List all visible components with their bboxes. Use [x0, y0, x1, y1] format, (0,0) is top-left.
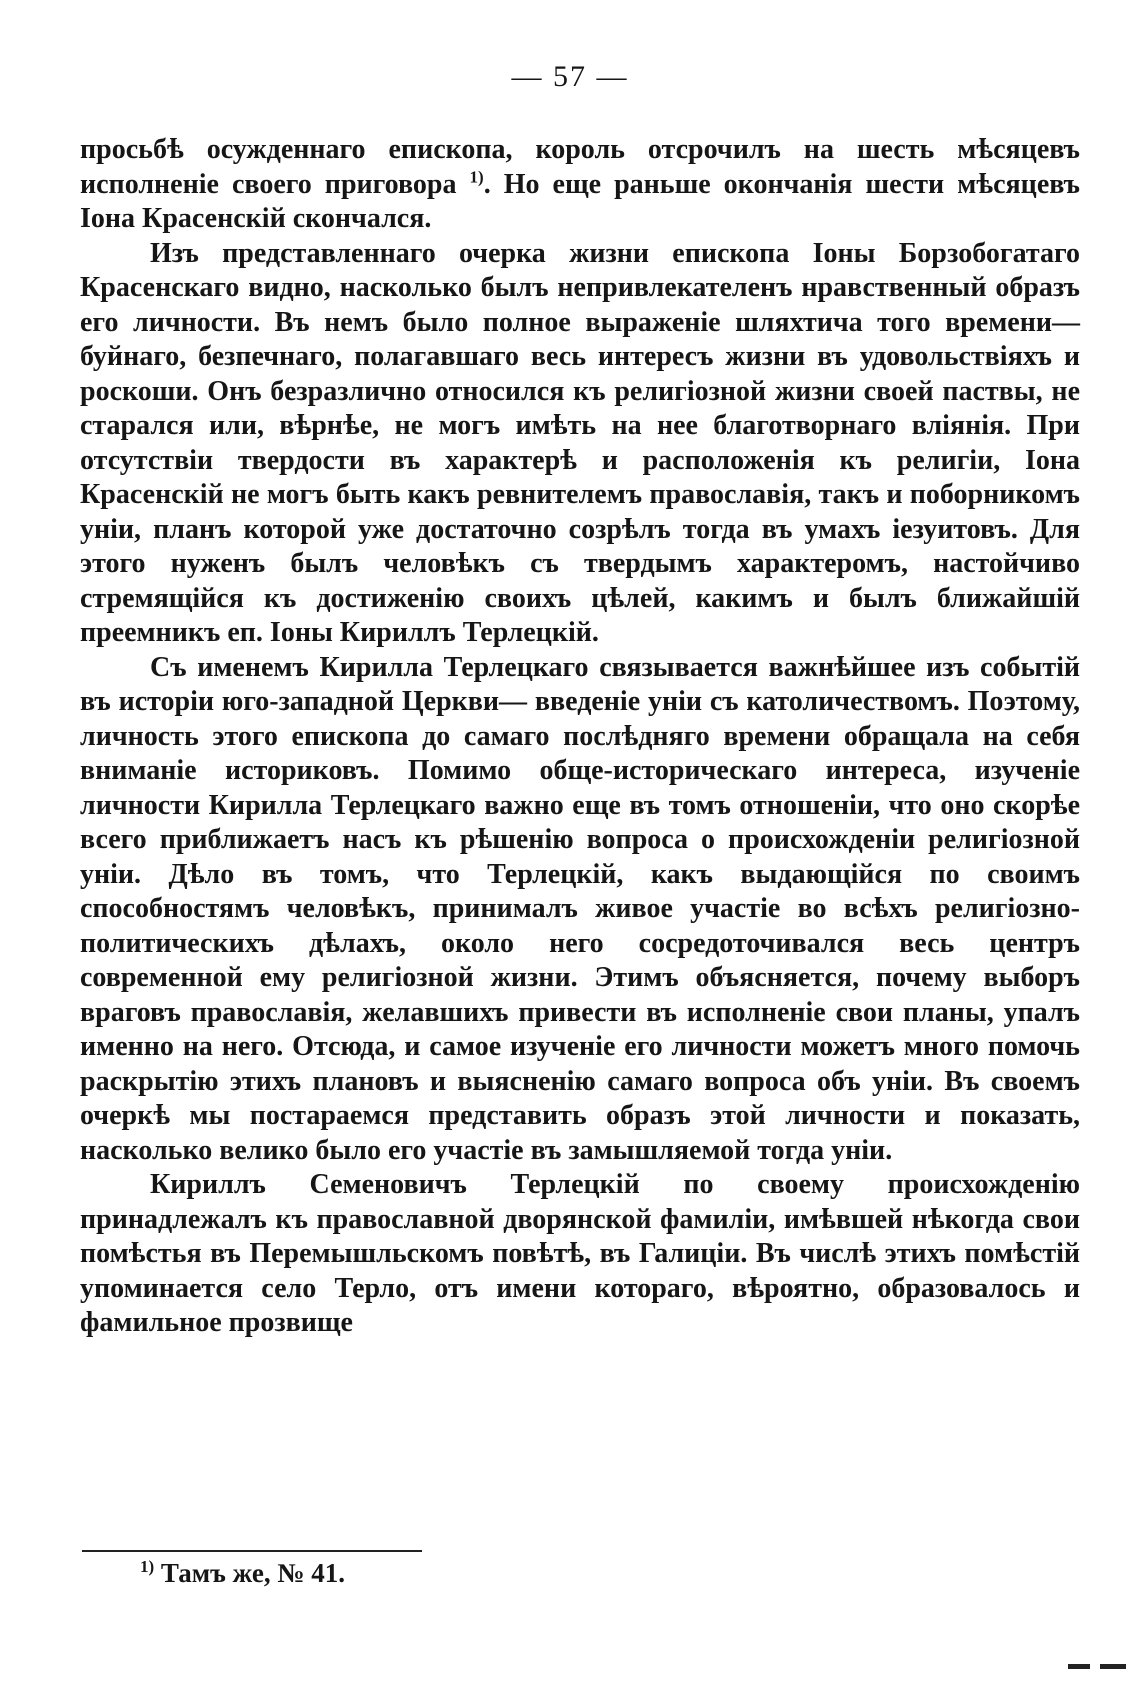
page-number: — 57 — — [511, 60, 629, 93]
paragraph-1-text-after: . Но еще раньше окончанія шести мѣсяцевъ Іона Красенскій скончался. — [80, 168, 1080, 234]
paragraph-1 — [80, 133, 1080, 237]
footnote-reference: 1) — [469, 167, 484, 187]
footnote-text: Тамъ же, № 41. — [154, 1558, 345, 1588]
paragraph-3: Съ именемъ Кирилла Терлецкаго связывается важнѣйшее изъ событій въ исторіи юго-западной Церкви— введеніе уніи съ католичествомъ. Поэтому, личность этого епископа до самаго послѣдняго времени обращала на себя вниманіе историковъ. Помимо обще-историческаго интереса, изученіе личности Кирилла Терлецкаго важно еще въ томъ отношеніи, что оно скорѣе всего приближаетъ насъ къ рѣшенію вопроса о происхожденіи религіозной уніи. Дѣло въ томъ, что Терлецкій, какъ выдающійся по своимъ способностямъ человѣкъ, принималъ живое участіе во всѣхъ религіозно-политическихъ дѣлахъ, около него сосредоточивался весь центръ современной ему религіозной жизни. Этимъ объясняется, почему выборъ враговъ православія, желавшихъ привести въ исполненіе свои планы, упалъ именно на него. Отсюда, и самое изученіе его личности можетъ много помочь раскрытію этихъ плановъ и выясненію самаго вопроса объ уніи. Въ своемъ очеркѣ мы постараемся представить образъ этой личности и показать, насколько велико было его участіе въ замышляемой тогда уніи. — [80, 651, 1080, 1166]
paragraph-1-text-before: просьбѣ осужденнаго епископа, король отсрочилъ на шесть мѣсяцевъ исполненіе своего приговора — [80, 134, 1080, 200]
footnote-divider — [82, 1550, 422, 1552]
body-text — [80, 133, 1080, 1341]
paragraph-2: Изъ представленнаго очерка жизни епископа Іоны Борзобогатаго Красенскаго видно, насколько былъ непривлекателенъ нравственный образъ его личности. Въ немъ было полное выраженіе шляхтича того времени—буйнаго, безпечнаго, полагавшаго весь интересъ жизни въ удовольствіяхъ и роскоши. Онъ безразлично относился къ религіозной жизни своей паствы, не старался или, вѣрнѣе, не могъ имѣть на нее благотворнаго вліянія. При отсутствіи твердости въ характерѣ и расположенія къ религіи, Іона Красенскій не могъ быть какъ ревнителемъ православія, такъ и поборникомъ уніи, планъ которой уже достаточно созрѣлъ тогда въ умахъ іезуитовъ. Для этого нуженъ былъ человѣкъ съ твердымъ характеромъ, настойчиво стремящійся къ достиженію своихъ цѣлей, какимъ и былъ ближайшій преемникъ еп. Іоны Кириллъ Терлецкій. — [80, 237, 1080, 648]
paragraph-4: Кириллъ Семеновичъ Терлецкій по своему происхожденію принадлежалъ къ православной дворянской фамиліи, имѣвшей нѣкогда свои помѣстья въ Перемышльскомъ повѣтѣ, въ Галиціи. Въ числѣ этихъ помѣстій упоминается село Терло, отъ имени котораго, вѣроятно, образовалось и фамильное прозвище — [80, 1169, 1080, 1338]
footnote-marker: 1) — [140, 1557, 155, 1576]
footnote — [140, 1558, 345, 1589]
scan-artifact — [1100, 1664, 1126, 1669]
scan-artifact — [1068, 1664, 1090, 1669]
